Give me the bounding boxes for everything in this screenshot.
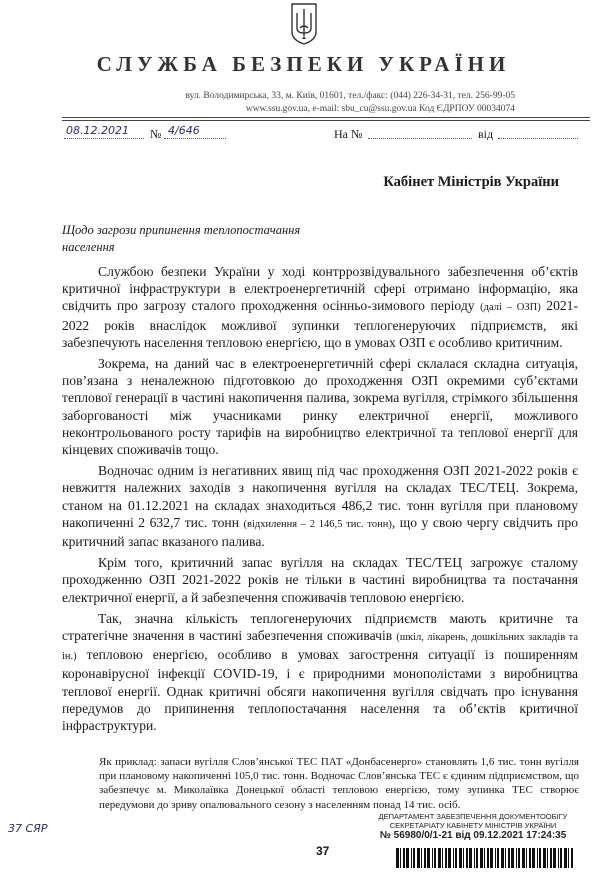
number-underline (164, 138, 226, 139)
date-underline (64, 138, 144, 139)
paragraph: Зокрема, на даний час в електроенергетичній сфері склалася складна ситуація, пов’язана з неналежною підготовкою до проходження ОЗП окремими суб’єктами теплової генерації в частині накопичення палива, зокрема вугілля, стрімкого збільшення заборгованості між учасниками ринку електричної енергії, можливого неконтрольованого росту тарифів на виробництво електричної та теплової енергії для кінцевих споживачів тощо. (62, 356, 578, 458)
paragraph: Службою безпеки України у ході контррозвідувального забезпечення об’єктів критичної інфраструктури в електроенергетичній сфері отримано інформацію, яка свідчить про загрозу сталого проходження осінньо-зимового періоду (далі – ОЗП) 2021-2022 років внаслідок можливої зупинки теплогенеруючих підприємств, які забезпечують населення тепловою енергією, що в умовах ОЗП є особливо критичним. (62, 264, 578, 350)
reply-date-label: від (478, 127, 494, 141)
reply-to-label: На № (334, 127, 363, 141)
header-divider (62, 117, 590, 121)
paragraph: Крім того, критичний запас вугілля на складах ТЕС/ТЕЦ загрожує сталому проходженню ОЗП 2021-2022 років не тільки в частині виробництва та постачання електричної енергії, а й забезпечення споживачів тепловою енергією. (62, 555, 578, 605)
number-label: № (150, 127, 162, 141)
outgoing-date: 08.12.2021 (66, 124, 129, 137)
handwritten-margin-note: 37 СЯР (8, 822, 48, 835)
subject-line: Щодо загрози припинення теплопостачання населення (62, 223, 301, 254)
address-line: вул. Володимирська, 33, м. Київ, 01601, тел./факс: (044) 226-34-31, тел. 256-99-05 (185, 91, 515, 101)
addressee: Кабінет Міністрів України (383, 174, 559, 190)
letter-body (62, 263, 578, 738)
contacts-line: www.ssu.gov.ua, e-mail: sbu_cu@ssu.gov.ua Код ЄДРПОУ 00034074 (245, 104, 515, 114)
barcode (396, 848, 574, 868)
paragraph: Водночас одним із негативних явищ під час проходження ОЗП 2021-2022 років є невжиття належних заходів з накопичення вугілля на складах ТЕС/ТЕЦ. Зокрема, станом на 01.12.2021 на складах знаходиться 486,2 тис. тонн вугілля при плановому накопиченні 2 632,7 тис. тонн (відхилення – 2 146,5 тис. тонн), що у свою чергу свідчить про критичний запас вказаного палива. (62, 463, 579, 550)
page-number: 37 (316, 844, 330, 858)
registration-stamp: ДЕПАРТАМЕНТ ЗАБЕЗПЕЧЕННЯ ДОКУМЕНТООБІГУ СЕКРЕТАРІАТУ КАБІНЕТУ МІНІСТРІВ УКРАЇНИ № 56980/0/1-21 від 09.12.2021 17:24:35 (378, 812, 568, 841)
reply-date-underline (498, 138, 578, 139)
org-title: СЛУЖБА БЕЗПЕКИ УКРАЇНИ (96, 52, 511, 76)
reply-to-underline (368, 138, 472, 139)
outgoing-number: 4/646 (168, 124, 200, 137)
example-note: Як приклад: запаси вугілля Слов’янської ТЕС ПАТ «Донбасенерго» становлять 1,6 тис. тонн вугілля при плановому накопиченні 105,0 тис. тонн. Водночас Слов’янська ТЕС є єдиним підприємством, що забезпечує м. Миколаївка Донецької області тепловою енергією, тому зупинка ТЕС створює передумови до зриву опалювального сезону з населенням понад 14 тис. осіб. (99, 756, 579, 811)
trident-emblem-icon (289, 2, 319, 46)
paragraph: Так, значна кількість теплогенеруючих підприємств мають критичне та стратегічне значення в частині забезпечення споживачів (шкіл, лікарень, дошкільних закладів та ін.) тепловою енергією, особливо в умовах загострення ситуації із поширенням коронавірусної інфекції COVID-19, і є природними монополістами з виробництва теплової енергії. Однак критичні обсяги накопичення вугілля свідчать про існування передумов до припинення теплопостачання населення та об’єктів критичної інфраструктури. (62, 610, 578, 734)
